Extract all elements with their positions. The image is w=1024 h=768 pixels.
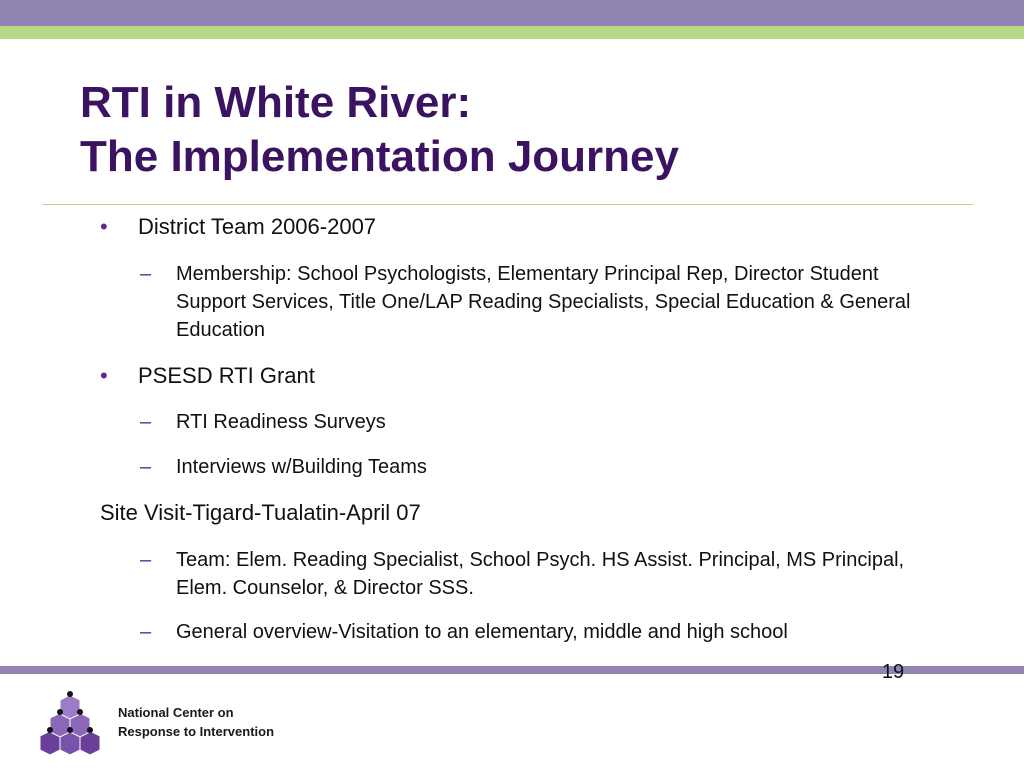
dash-marker: – [140,621,152,643]
list-item-membership: Membership: School Psychologists, Elementary Principal Rep, Director Student Support Services, Title One/LAP Reading Specialists, Special Education & General Education [176,263,911,341]
dash-marker: – [140,549,152,571]
list-item-team: Team: Elem. Reading Specialist, School Psych. HS Assist. Principal, MS Principal, Elem. Counselor, & Director SSS. [176,549,905,599]
list-item-readiness-surveys: RTI Readiness Surveys [176,411,386,433]
list-item-psesd-grant: PSESD RTI Grant [138,363,315,388]
bullet-marker: • [100,363,108,388]
org-name-line-2: Response to Intervention [118,724,275,739]
dash-marker: – [140,411,152,433]
bullet-marker: • [100,214,108,239]
org-name-line-1: National Center on [118,705,234,720]
slide-title-line-1: RTI in White River: [80,78,472,127]
list-item-site-visit: Site Visit-Tigard-Tualatin-April 07 [100,500,421,525]
list-item-district-team: District Team 2006-2007 [138,214,377,239]
list-item-interviews: Interviews w/Building Teams [176,456,427,478]
cube-stack-logo-icon [38,690,108,756]
dash-marker: – [140,456,152,478]
dash-marker: – [140,263,152,285]
list-item-general-overview: General overview-Visitation to an elementary, middle and high school [176,621,788,643]
slide-title-line-2: The Implementation Journey [80,132,679,181]
org-name [118,703,274,741]
page-number: 19 [881,661,905,683]
